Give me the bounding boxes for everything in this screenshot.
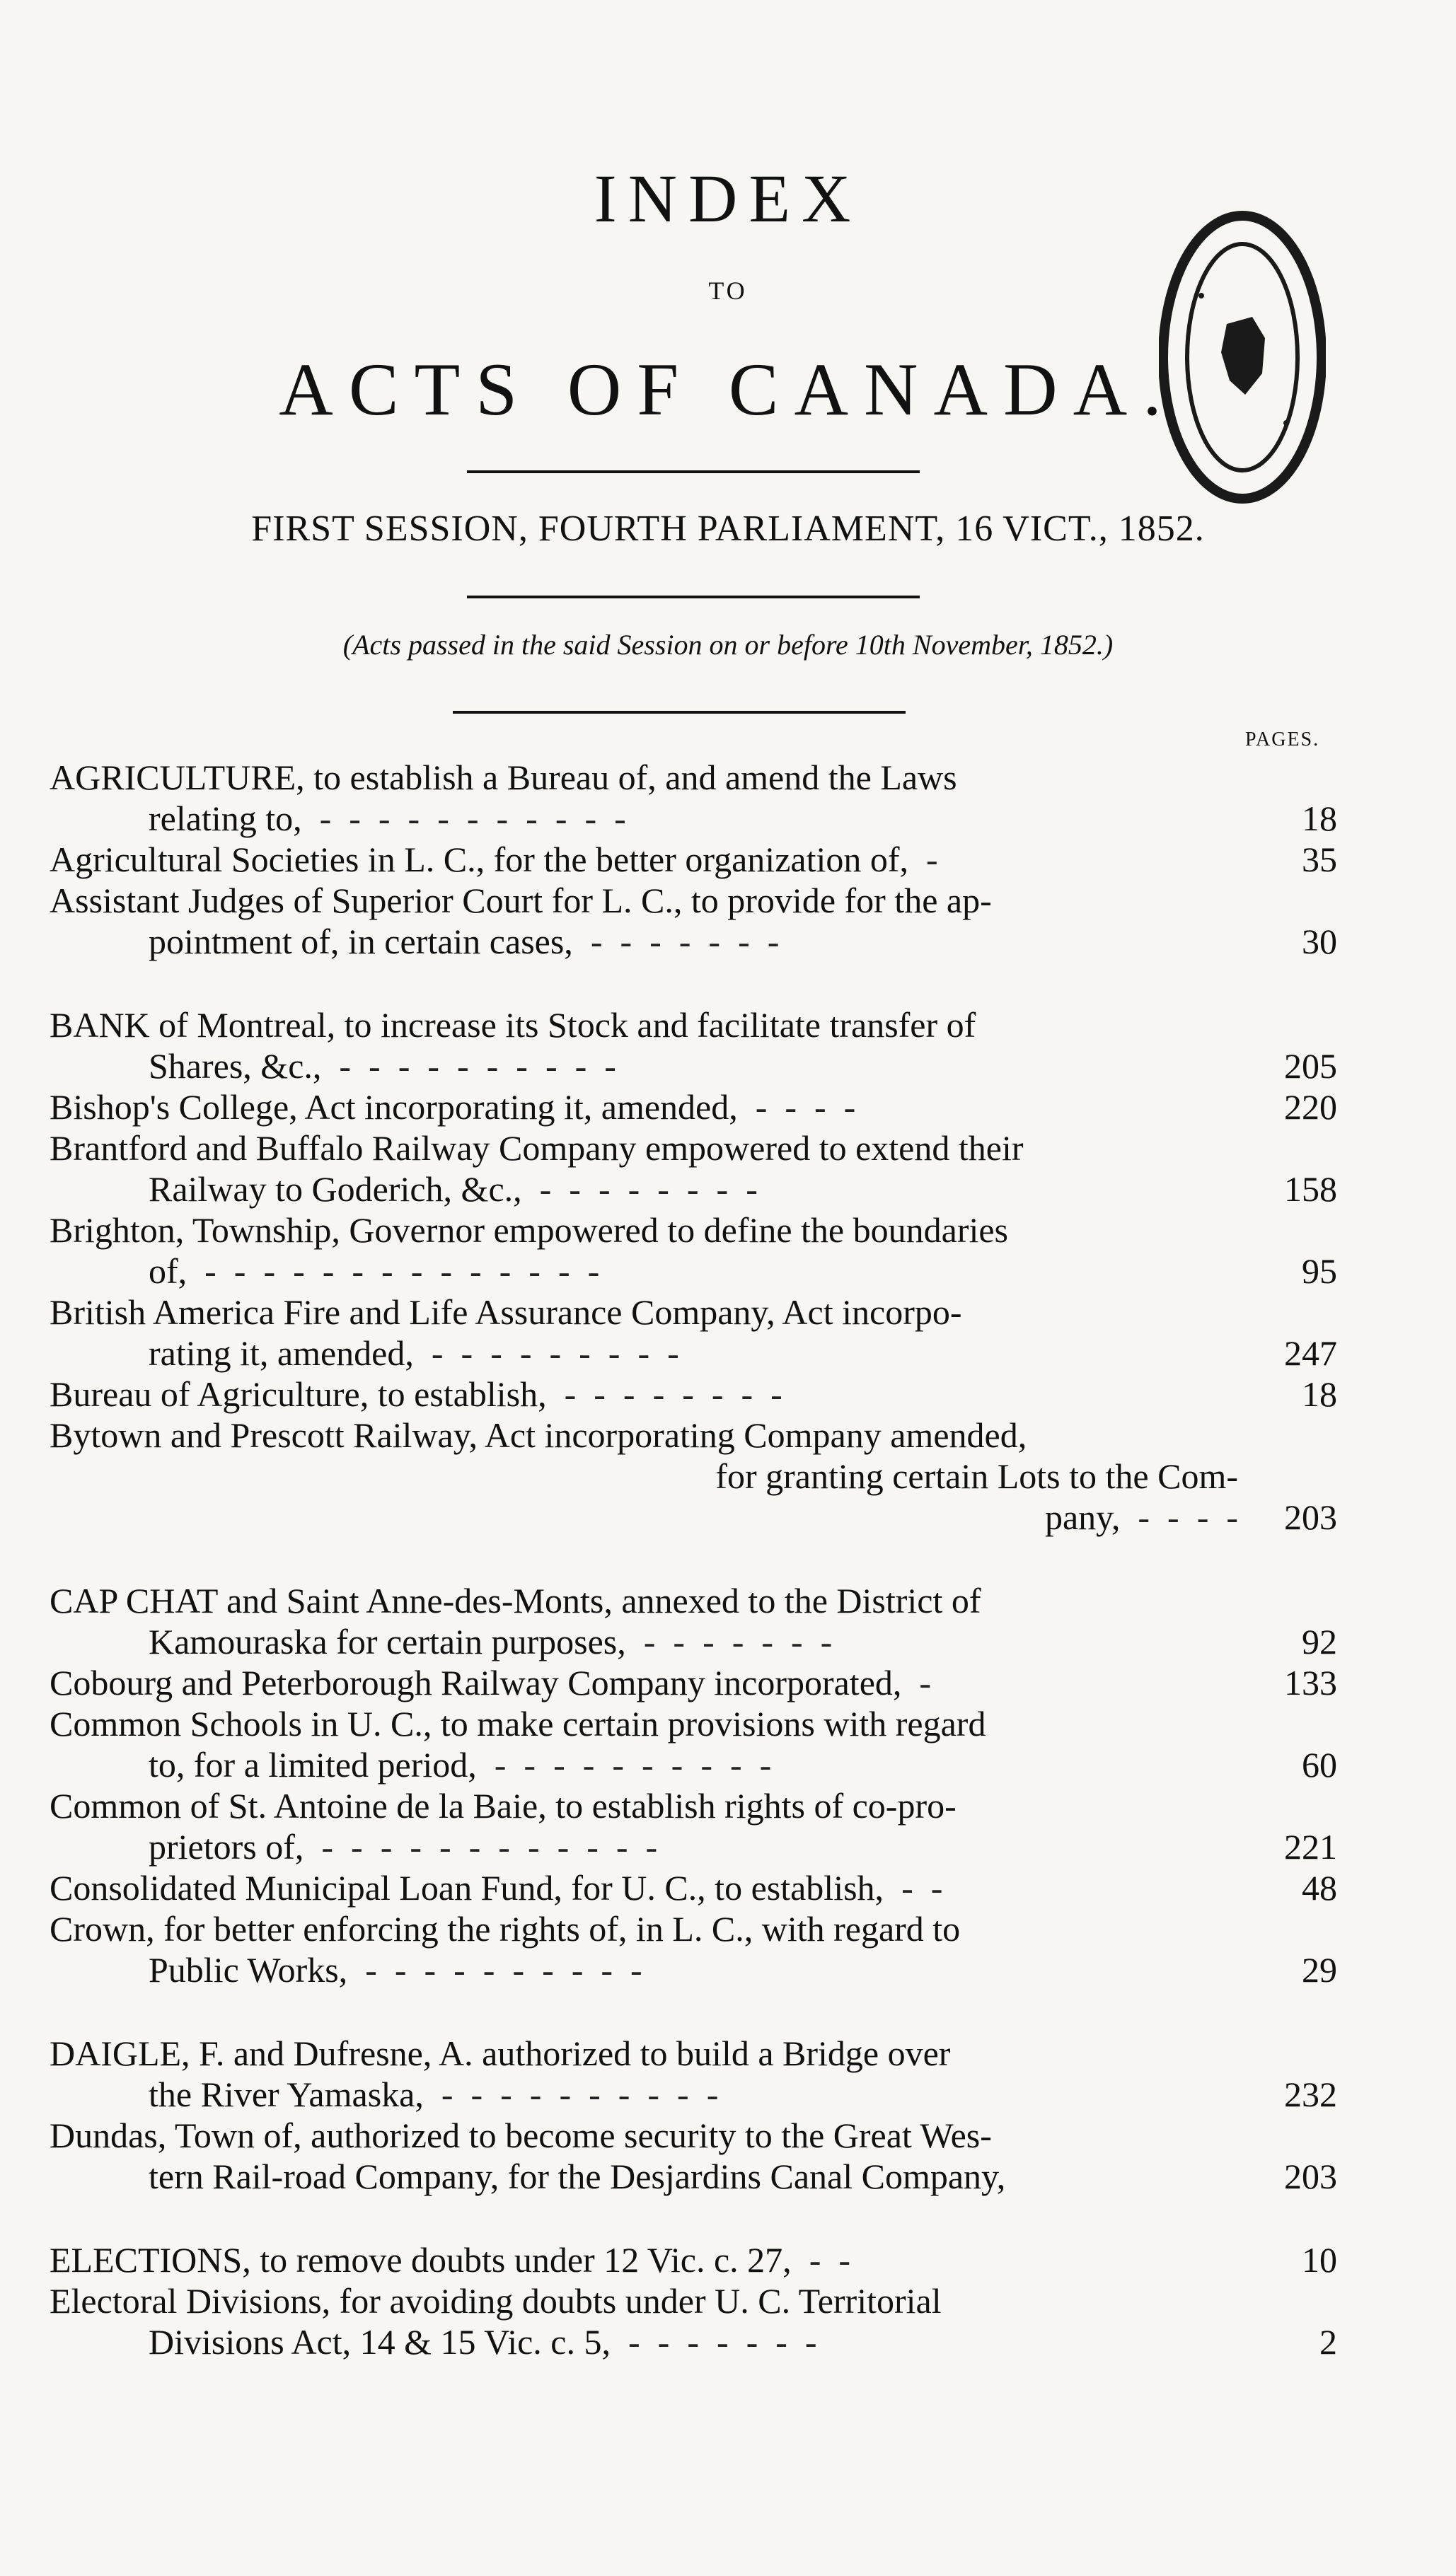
leader-dots: - - - - - - - - - - — [321, 1046, 616, 1086]
page-number: 205 — [1284, 1046, 1337, 1086]
entry-text: Consolidated Municipal Loan Fund, for U. C., to establish, — [50, 1868, 884, 1908]
leader-dots: - - - - - - - - - - - - - - — [187, 1251, 600, 1291]
section-gap — [50, 2197, 1337, 2239]
entry-text: Crown, for better enforcing the rights of, in L. C., with regard to — [50, 1909, 961, 1949]
entry-heading-line — [50, 1292, 1337, 1333]
entry-text: Brantford and Buffalo Railway Company empowered to extend their — [50, 1128, 1024, 1168]
index-entry — [50, 2280, 1337, 2362]
index-entry — [50, 880, 1337, 962]
page-number: 18 — [1302, 799, 1337, 838]
index-entry — [50, 1703, 1337, 1785]
entry-text: Cobourg and Peterborough Railway Company incorporated, — [50, 1663, 902, 1702]
to-label: TO — [708, 277, 748, 305]
entry-heading-line — [50, 1415, 1337, 1456]
page-number: 203 — [1284, 1497, 1337, 1537]
page-number: 247 — [1284, 1333, 1337, 1373]
leader-dots: - - - - — [1120, 1497, 1238, 1537]
entry-continuation-line — [50, 921, 1337, 962]
entry-text: to, for a limited period, — [149, 1745, 477, 1785]
section-gap — [50, 962, 1337, 1004]
entry-continuation-line — [50, 1744, 1337, 1785]
entry-text: pointment of, in certain cases, — [149, 922, 573, 961]
index-entry — [50, 1867, 1337, 1908]
entry-text: for granting certain Lots to the Com- — [715, 1456, 1238, 1496]
index-entry — [50, 1004, 1337, 1086]
leader-dots: - - - - - - - - — [546, 1374, 782, 1414]
page-number: 92 — [1302, 1622, 1337, 1661]
leader-dots: - - - - - - - - - - - — [301, 799, 626, 838]
index-entry — [50, 1580, 1337, 1662]
section-gap — [50, 1538, 1337, 1580]
entry-heading-line — [50, 880, 1337, 921]
entry-continuation-line — [50, 1497, 1337, 1538]
entry-heading-line — [50, 757, 1337, 798]
entry-text: Railway to Goderich, &c., — [149, 1169, 522, 1209]
entry-text: Shares, &c., — [149, 1046, 322, 1086]
entry-continuation-line — [50, 1045, 1337, 1086]
entry-continuation-line — [50, 1949, 1337, 1990]
entry-continuation-line — [50, 1621, 1337, 1662]
page-number: 10 — [1302, 2240, 1337, 2280]
index-entry — [50, 1415, 1337, 1538]
entry-heading-line — [50, 2033, 1337, 2074]
entry-continuation-line — [50, 1251, 1337, 1292]
page-number: 203 — [1284, 2157, 1337, 2196]
entry-heading-line — [50, 1086, 1337, 1127]
index-entry — [50, 1662, 1337, 1703]
entry-text: relating to, — [149, 799, 302, 838]
entry-text: rating it, amended, — [149, 1333, 414, 1373]
entry-text: the River Yamaska, — [149, 2075, 424, 2114]
entry-text: Kamouraska for certain purposes, — [149, 1622, 626, 1661]
page-number: 29 — [1302, 1950, 1337, 1990]
entry-continuation-line — [50, 2321, 1337, 2362]
page-number: 35 — [1302, 840, 1337, 879]
subtitle-rule — [467, 596, 920, 598]
leader-dots: - - - - - - - - - - - - — [304, 1827, 658, 1867]
leader-dots: - - - - - - - - - - — [476, 1745, 772, 1785]
session-subtitle: FIRST SESSION, FOURTH PARLIAMENT, 16 VICT., 1852. — [251, 509, 1205, 549]
entry-text: pany, — [1044, 1497, 1121, 1537]
entry-text: tern Rail-road Company, for the Desjardins Canal Company, — [149, 2157, 1006, 2196]
entry-heading-line — [50, 1662, 1337, 1703]
entry-heading-line — [50, 1867, 1337, 1908]
leader-dots: - - - - — [737, 1087, 856, 1127]
entry-heading-line — [50, 1703, 1337, 1744]
leader-dots: - - - - - - - — [572, 922, 780, 961]
entry-text: Public Works, — [149, 1950, 348, 1990]
entry-text: Agricultural Societies in L. C., for the better organization of, — [50, 840, 909, 879]
entry-continuation-line — [50, 1333, 1337, 1374]
entry-text: AGRICULTURE, to establish a Bureau of, and amend the Laws — [50, 758, 957, 797]
entry-heading-line — [50, 1785, 1337, 1826]
section-gap — [50, 1990, 1337, 2033]
entry-text: ELECTIONS, to remove doubts under 12 Vic. c. 27, — [50, 2240, 792, 2280]
index-entry — [50, 839, 1337, 880]
leader-dots: - - - - - - - - - - — [347, 1950, 642, 1990]
index-entry — [50, 2033, 1337, 2115]
entry-continuation-line — [50, 2074, 1337, 2115]
index-title: INDEX — [594, 161, 862, 236]
index-entry — [50, 2239, 1337, 2280]
entry-continuation-line — [50, 2156, 1337, 2197]
entry-continuation-line — [50, 1168, 1337, 1209]
leader-dots: - - — [791, 2240, 850, 2280]
index-entry — [50, 757, 1337, 839]
stamp-graphic — [1159, 211, 1326, 504]
entry-text: prietors of, — [149, 1827, 304, 1867]
index-entry — [50, 1086, 1337, 1127]
entry-text: Bytown and Prescott Railway, Act incorporating Company amended, — [50, 1415, 1027, 1455]
leader-dots: - - - - - - - - - - — [423, 2075, 719, 2114]
entry-text: BANK of Montreal, to increase its Stock and facilitate transfer of — [50, 1005, 976, 1045]
session-note: (Acts passed in the said Session on or before 10th November, 1852.) — [342, 629, 1114, 661]
entry-text: Common of St. Antoine de la Baie, to establish rights of co-pro- — [50, 1786, 957, 1826]
leader-dots: - — [901, 1663, 932, 1702]
pages-column-heading: PAGES. — [1245, 729, 1320, 750]
leader-dots: - - - - - - - - — [521, 1169, 758, 1209]
page-number: 18 — [1302, 1374, 1337, 1414]
index-entry — [50, 1127, 1337, 1209]
page-number: 133 — [1284, 1663, 1337, 1702]
title-rule — [467, 470, 920, 473]
entry-text: Brighton, Township, Governor empowered to define the boundaries — [50, 1210, 1009, 1250]
entry-heading-line — [50, 2115, 1337, 2156]
entry-text: Divisions Act, 14 & 15 Vic. c. 5, — [149, 2322, 611, 2362]
page-number: 220 — [1284, 1087, 1337, 1127]
leader-dots: - - - - - - - — [625, 1622, 833, 1661]
entry-continuation-line — [50, 1826, 1337, 1867]
entry-text: of, — [149, 1251, 187, 1291]
leader-dots: - - - - - - - - - — [413, 1333, 679, 1373]
index-entry — [50, 1374, 1337, 1415]
page-number: 221 — [1284, 1827, 1337, 1867]
page-number: 60 — [1302, 1745, 1337, 1785]
index-entry — [50, 2115, 1337, 2197]
law-department-stamp — [1159, 211, 1326, 504]
entry-text: Assistant Judges of Superior Court for L. C., to provide for the ap- — [50, 881, 992, 920]
entry-heading-line — [50, 1127, 1337, 1168]
entry-heading-line — [50, 1004, 1337, 1045]
page-number: 95 — [1302, 1251, 1337, 1291]
entry-heading-line — [50, 2280, 1337, 2321]
index-entries — [50, 757, 1337, 2362]
page-number: 232 — [1284, 2075, 1337, 2114]
index-entry — [50, 1785, 1337, 1867]
entry-heading-line — [50, 1908, 1337, 1949]
entry-heading-line — [50, 1209, 1337, 1251]
index-entry — [50, 1292, 1337, 1374]
page-number: 30 — [1302, 922, 1337, 961]
entry-text: Electoral Divisions, for avoiding doubts under U. C. Territorial — [50, 2281, 942, 2321]
entry-text: Common Schools in U. C., to make certain provisions with regard — [50, 1704, 986, 1744]
acts-title: ACTS OF CANADA. — [279, 348, 1177, 431]
entry-heading-line — [50, 1580, 1337, 1621]
index-entry — [50, 1209, 1337, 1292]
note-rule — [453, 711, 906, 714]
leader-dots: - — [908, 840, 938, 879]
entry-text: Bishop's College, Act incorporating it, amended, — [50, 1087, 738, 1127]
page-number: 48 — [1302, 1868, 1337, 1908]
leader-dots: - - - - - - - — [611, 2322, 817, 2362]
entry-text: Bureau of Agriculture, to establish, — [50, 1374, 547, 1414]
entry-text: DAIGLE, F. and Dufresne, A. authorized to build a Bridge over — [50, 2033, 951, 2073]
entry-continuation-line — [50, 798, 1337, 839]
page-number: 2 — [1319, 2322, 1337, 2362]
entry-text: CAP CHAT and Saint Anne-des-Monts, annexed to the District of — [50, 1581, 981, 1620]
entry-text: British America Fire and Life Assurance Company, Act incorpo- — [50, 1292, 962, 1332]
entry-heading-line — [50, 1374, 1337, 1415]
page-number: 158 — [1284, 1169, 1337, 1209]
entry-text: Dundas, Town of, authorized to become security to the Great Wes- — [50, 2116, 992, 2155]
entry-heading-line — [50, 2239, 1337, 2280]
leader-dots: - - — [884, 1868, 943, 1908]
index-entry — [50, 1908, 1337, 1990]
entry-heading-line — [50, 839, 1337, 880]
entry-continuation-line — [50, 1456, 1337, 1497]
